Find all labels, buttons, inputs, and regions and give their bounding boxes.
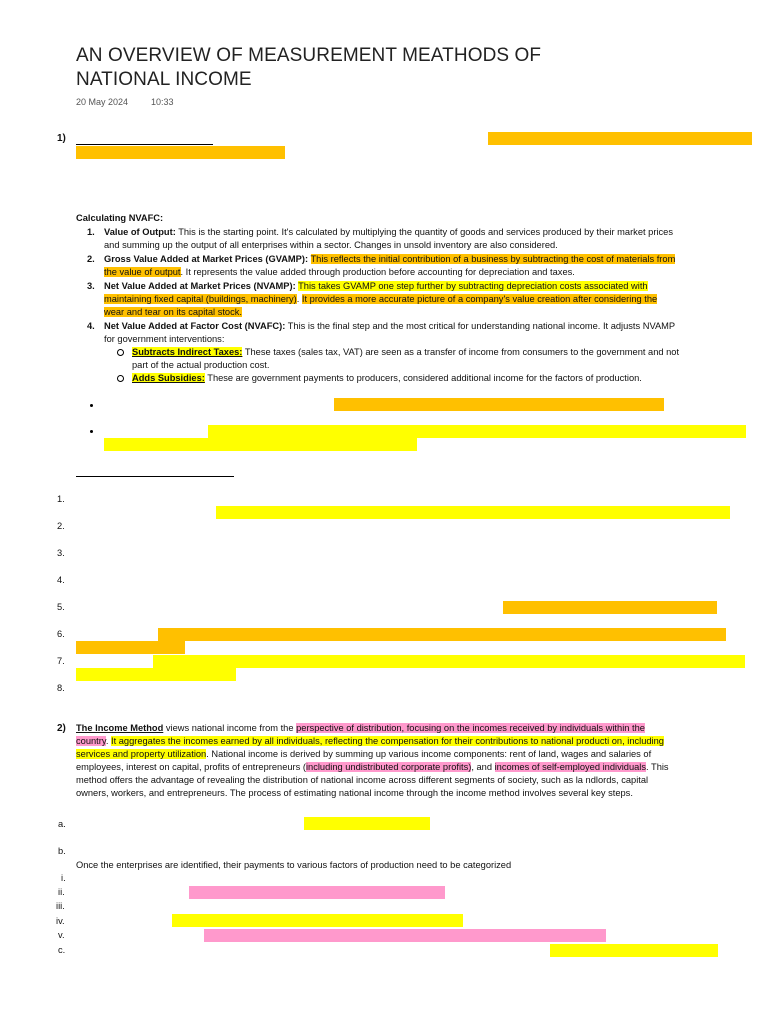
highlight-block [172, 914, 463, 927]
sub-item [132, 372, 642, 385]
highlighted-text: including undistributed corporate profits) [305, 762, 472, 772]
income-method-line [76, 748, 651, 761]
step-number: 8. [57, 683, 65, 693]
highlight-block [153, 655, 745, 668]
hollow-bullet-icon [117, 349, 124, 356]
item-label: Net Value Added at Market Prices (NVAMP): [104, 281, 296, 291]
highlight-block [550, 944, 718, 957]
item-text: and summing up the output of all enterprises within a sector. Changes in unsold inventory are also considered. [104, 240, 558, 250]
paragraph-text: owners, workers, and entrepreneurs. The process of estimating national income through the income method involves several key steps. [76, 788, 633, 798]
section-1-heading-underline [76, 144, 213, 145]
item-label: Value of Output: [104, 227, 176, 237]
list-item [104, 320, 675, 333]
highlighted-text: services and property utilization [76, 749, 207, 759]
paragraph-text: employees, interest on capital, profits of entrepreneurs ( [76, 762, 306, 772]
highlight-block [76, 668, 236, 681]
list-item-continued [104, 266, 575, 279]
step-number: 7. [57, 656, 65, 666]
highlighted-text: maintaining fixed capital (buildings, machinery) [104, 294, 297, 304]
paragraph-text: method offers the advantage of revealing the distribution of national income across different segments of society, such as la ndlords, capital [76, 775, 649, 785]
highlight-block [503, 601, 717, 614]
highlight-block [189, 886, 445, 899]
step-number: 1. [57, 494, 65, 504]
page-date: 20 May 2024 [76, 97, 129, 107]
list-item-continued [104, 306, 242, 319]
highlight-block [204, 929, 606, 942]
highlight-block [488, 132, 752, 145]
item-label: Net Value Added at Factor Cost (NVAFC): [104, 321, 286, 331]
paragraph-text: . This [646, 762, 669, 772]
page-time: 10:33 [151, 97, 174, 107]
sub-item [132, 346, 679, 359]
section-2-number: 2) [57, 723, 66, 734]
list-number: 4. [87, 321, 95, 331]
roman-marker: iv. [56, 916, 65, 926]
nvafc-heading: Calculating NVAFC: [76, 213, 164, 223]
step-number: 5. [57, 602, 65, 612]
paragraph-text: views national income from the [163, 723, 297, 733]
alpha-marker: a. [58, 819, 66, 829]
income-method-line [76, 761, 669, 774]
item-label: Gross Value Added at Market Prices (GVAMP): [104, 254, 309, 264]
step-number: 6. [57, 629, 65, 639]
income-method-line [76, 722, 645, 735]
roman-marker: i. [61, 873, 66, 883]
highlight-block [76, 146, 285, 159]
highlight-block [208, 425, 746, 438]
highlighted-text: perspective of distribution, focusing on the incomes received by individuals within the [296, 723, 645, 733]
list-number: 3. [87, 281, 95, 291]
subsection-heading-underline [76, 476, 234, 477]
categorize-note: Once the enterprises are identified, their payments to various factors of production need to be categorized [76, 860, 512, 870]
roman-marker: v. [58, 930, 65, 940]
item-text: part of the actual production cost. [132, 360, 270, 370]
highlighted-text: country [76, 736, 106, 746]
highlight-block [216, 506, 730, 519]
highlighted-text: the value of output [104, 267, 181, 277]
income-method-line: country. It aggregates the incomes earned by all individuals, reflecting the compensation for their contributions to national producti on, including [76, 736, 664, 746]
item-label: Adds Subsidies: [132, 373, 205, 383]
highlighted-text: This reflects the initial contribution of a business by subtracting the cost of materials from [310, 254, 676, 264]
highlighted-text: wear and tear on its capital stock. [104, 307, 242, 317]
item-text: This is the final step and the most critical for understanding national income. It adjusts NVAMP [285, 321, 676, 331]
highlighted-text: It aggregates the incomes earned by all individuals, reflecting the compensation for their contributions to national producti on, including [110, 736, 664, 746]
income-method-label: The Income Method [76, 723, 164, 733]
highlight-block [334, 398, 664, 411]
bullet-icon [90, 404, 93, 407]
list-number: 1. [87, 227, 95, 237]
highlight-block [104, 438, 417, 451]
section-1-number: 1) [57, 133, 66, 144]
hollow-bullet-icon [117, 375, 124, 382]
paragraph-text: , and [471, 762, 495, 772]
highlighted-text: This takes GVAMP one step further by subtracting depreciation costs associated with [298, 281, 648, 291]
list-item [104, 280, 648, 293]
item-text: These are government payments to producers, considered additional income for the factors of production. [204, 373, 642, 383]
paragraph-text: . National income is derived by summing up various income components: rent of land, wages and salaries of [206, 749, 652, 759]
roman-marker: iii. [56, 901, 65, 911]
item-text: . It represents the value added through production before accounting for depreciation and taxes. [180, 267, 575, 277]
page-title: AN OVERVIEW OF MEASUREMENT MEATHODS OF NATIONAL INCOME [76, 45, 542, 90]
alpha-marker: c. [58, 945, 66, 955]
item-text: for government interventions: [104, 334, 225, 344]
list-item-continued: maintaining fixed capital (buildings, machinery). It provides a more accurate picture of a company's value creation after considering the [104, 294, 658, 304]
list-number: 2. [87, 254, 95, 264]
highlight-block [304, 817, 430, 830]
bullet-icon [90, 430, 93, 433]
step-number: 4. [57, 575, 65, 585]
highlighted-text: incomes of self-employed individuals [494, 762, 647, 772]
item-text: These taxes (sales tax, VAT) are seen as a transfer of income from consumers to the government and not [242, 347, 680, 357]
item-label: Subtracts Indirect Taxes: [132, 347, 243, 357]
list-item [104, 226, 673, 239]
highlight-block [158, 628, 726, 641]
alpha-marker: b. [58, 846, 66, 856]
step-number: 2. [57, 521, 65, 531]
item-text: This is the starting point. It's calculated by multiplying the quantity of goods and services produced by their market prices [175, 227, 673, 237]
list-item [104, 253, 675, 266]
highlight-block [76, 641, 185, 654]
roman-marker: ii. [58, 887, 65, 897]
highlighted-text: It provides a more accurate picture of a company's value creation after considering the [301, 294, 658, 304]
step-number: 3. [57, 548, 65, 558]
